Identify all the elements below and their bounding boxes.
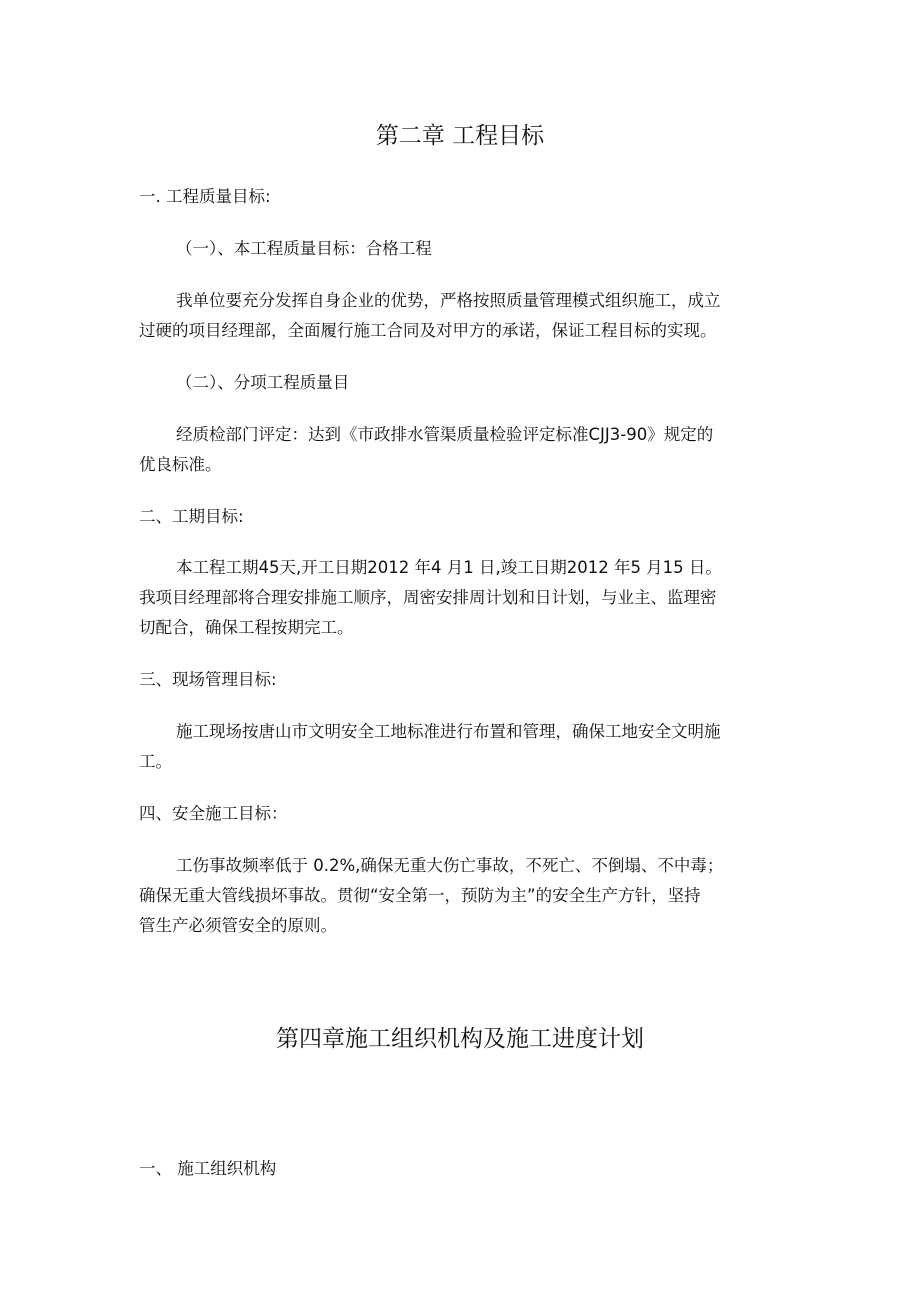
- standard-paragraph-line-2: 优良标准。: [139, 455, 222, 474]
- safety-paragraph-line-3: 管生产必须管安全的原则。: [139, 916, 337, 935]
- section-schedule-heading: 二、工期目标:: [139, 507, 244, 526]
- schedule-paragraph-line-3: 切配合，确保工程按期完工。: [139, 618, 354, 637]
- safety-paragraph-line-1: 工伤事故频率低于 0.2%,确保无重大伤亡事故，不死亡、不倒塌、不中毒；: [176, 856, 724, 875]
- schedule-paragraph-line-2: 我项目经理部将合理安排施工顺序，周密安排周计划和日计划，与业主、监理密: [139, 588, 717, 607]
- subitem-quality-subheading: （二）、分项工程质量目: [176, 373, 350, 392]
- safety-paragraph-line-2: 确保无重大管线损坏事故。贯彻“安全第一，预防为主”的安全生产方针，坚持: [139, 886, 701, 905]
- chapter-2-title: 第二章 工程目标: [375, 123, 545, 149]
- standard-paragraph-line-1: 经质检部门评定：达到《市政排水管渠质量检验评定标准CJJ3-90》规定的: [176, 425, 714, 444]
- site-paragraph-line-1: 施工现场按唐山市文明安全工地标准进行布置和管理，确保工地安全文明施: [176, 722, 721, 741]
- quality-paragraph-line-2: 过硬的项目经理部，全面履行施工合同及对甲方的承诺，保证工程目标的实现。: [139, 321, 717, 340]
- site-paragraph-line-2: 工。: [139, 752, 172, 771]
- section-safety-heading: 四、安全施工目标：: [139, 804, 288, 823]
- section-organization-heading: 一、 施工组织机构: [139, 1159, 277, 1178]
- schedule-paragraph-line-1: 本工程工期45天,开工日期2012 年4 月1 日,竣工日期2012 年5 月15 日。: [176, 558, 722, 577]
- section-site-management-heading: 三、现场管理目标:: [139, 670, 277, 689]
- section-quality-heading: 一. 工程质量目标:: [139, 187, 271, 206]
- quality-paragraph-line-1: 我单位要充分发挥自身企业的优势，严格按照质量管理模式组织施工，成立: [176, 291, 721, 310]
- chapter-4-title: 第四章施工组织机构及施工进度计划: [276, 1026, 644, 1052]
- quality-target-subheading: （一）、本工程质量目标：合格工程: [176, 239, 432, 258]
